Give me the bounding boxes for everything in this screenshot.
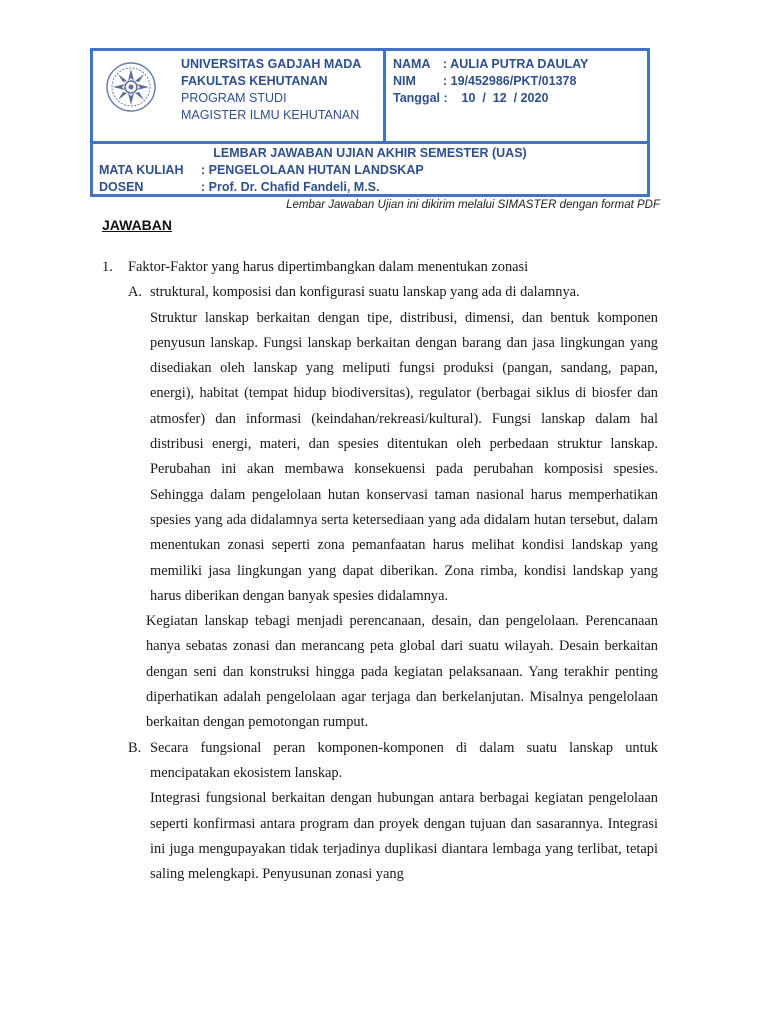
student-info [393,56,588,107]
nim-value: : 19/452986/PKT/01378 [443,74,577,88]
subpoint-a-paragraph-1: Struktur lanskap berkaitan dengan tipe, distribusi, dimensi, dan bentuk komponen penyusun lanskap. Fungsi lanskap berkaitan dengan barang dan jasa lingkungan yang disediakan oleh lanskap yang meliputi fungsi produksi (pangan, sandang, papan, energi), habitat (tempat hidup biodiversitas), regulator (berbagai siklus di biosfer dan atmosfer) dan informasi (keindahan/rekreasi/kultural). Fungsi lanskap dalam hal distribusi energi, materi, dan spesies ditentukan oleh perbedaan struktur lanskap. Perubahan ini akan membawa konsekuensi pada perubahan komposisi spesies. Sehingga dalam pengelolaan hutan konservasi taman nasional harus memperhatikan spesies yang ada didalamnya serta ketersediaan yang ada didalam hutan tersebut, dalam menentukan zonasi seperti zona pemanfaatan harus melihat kondisi landskap yang memiliki jasa lingkungan yang dapat diberikan. Zona rimba, kondisi landskap yang harus diberikan dengan banyak spesies didalamnya. [150,309,658,604]
subpoint-a-text: struktural, komposisi dan konfigurasi suatu lanskap yang ada di dalamnya. [150,284,580,301]
subpoint-b-text: Secara fungsional peran komponen-komponen di dalam suatu lanskap untuk mencipatakan ekosistem lanskap. [150,739,658,781]
question-text: Faktor-Faktor yang harus dipertimbangkan dalam menentukan zonasi [128,259,529,275]
subpoint-a-letter: A. [128,284,142,301]
course-row [93,162,647,179]
course-value: : PENGELOLAAN HUTAN LANDSKAP [201,163,424,177]
submission-note: Lembar Jawaban Ujian ini dikirim melalui SIMASTER dengan format PDF [286,199,660,211]
question-1 [102,255,658,280]
student-nim-row [393,73,588,90]
program-label: PROGRAM STUDI [181,91,287,105]
exam-date-row [393,90,588,107]
subpoint-a [128,280,658,305]
faculty-name: FAKULTAS KEHUTANAN [181,74,328,88]
program-name: MAGISTER ILMU KEHUTANAN [181,108,360,122]
lecturer-value: : Prof. Dr. Chafid Fandeli, M.S. [201,180,380,194]
name-value: : AULIA PUTRA DAULAY [443,57,589,71]
date-key: Tanggal [393,91,440,105]
section-heading: JAWABAN [102,217,173,233]
subpoint-b-letter: B. [128,739,142,756]
lecturer-key: DOSEN [99,180,144,194]
header-divider [383,51,386,141]
date-value: : 10 / 12 / 2020 [440,91,549,105]
ugm-emblem-icon [105,61,157,113]
university-name: UNIVERSITAS GADJAH MADA [181,57,362,71]
subpoint-b-paragraph-1: Integrasi fungsional berkaitan dengan hubungan antara berbagai kegiatan pengelolaan seperti konfirmasi antara program dan proyek dengan tujuan dan sasarannya. Integrasi ini juga mengupayakan tidak terjadinya duplikasi diantara lembaga yang terlibat, tetapi saling melengkapi. Penyusunan zonasi yang [150,790,658,883]
nim-key: NIM [393,74,416,88]
institution-info [181,56,361,124]
course-key: MATA KULIAH [99,163,184,177]
header-top [93,51,647,144]
subpoint-b [128,736,658,787]
course-info [93,144,647,196]
lecturer-row [93,179,647,196]
question-number: 1. [102,259,113,275]
subpoint-a-paragraph-2: Kegiatan lanskap tebagi menjadi perencanaan, desain, dan pengelolaan. Perencanaan hanya sebatas zonasi dan merancang peta global dari suatu wilayah. Desain berkaitan dengan seni dan konstruksi hingga pada kegiatan pelaksanaan. Yang terakhir penting diperhatikan adalah pengelolaan agar terjaga dan berkelanjutan. Misalnya pengelolaan berkaitan dengan pemotongan rumput. [146,613,658,731]
student-name-row [393,56,588,73]
name-key: NAMA [393,57,431,71]
exam-title: LEMBAR JAWABAN UJIAN AKHIR SEMESTER (UAS) [213,146,527,160]
header-box [90,48,650,197]
answer-body [102,255,658,887]
